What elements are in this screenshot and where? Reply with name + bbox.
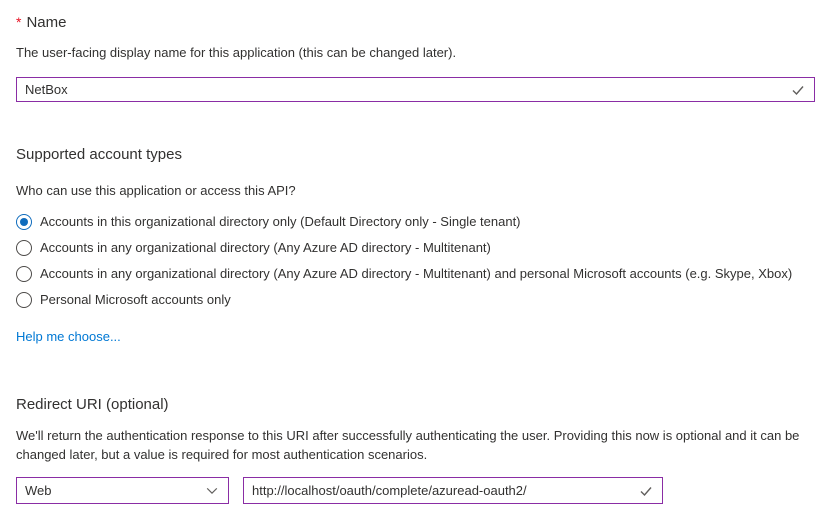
- account-types-heading: Supported account types: [16, 146, 182, 163]
- required-asterisk: *: [16, 14, 22, 30]
- radio-option-label: Accounts in any organizational directory (Any Azure AD directory - Multitenant): [40, 240, 491, 255]
- name-field-label: [16, 12, 815, 33]
- platform-dropdown-value: Web: [25, 483, 52, 498]
- redirect-uri-description: We'll return the authentication response to this URI after successfully authenticating the user. Providing this now is optional and it can be changed later, but a value is required for most authentication scenarios.: [16, 428, 800, 462]
- radio-option-single-tenant[interactable]: [16, 209, 815, 235]
- radio-button[interactable]: [16, 292, 32, 308]
- name-label-text: Name: [26, 14, 67, 31]
- radio-option-multitenant-personal[interactable]: [16, 261, 815, 287]
- name-field-description: The user-facing display name for this application (this can be changed later).: [16, 45, 457, 60]
- redirect-uri-heading: Redirect URI (optional): [16, 396, 169, 413]
- radio-option-personal-only[interactable]: [16, 287, 815, 313]
- help-me-choose-link[interactable]: Help me choose...: [16, 329, 121, 344]
- app-registration-form: [0, 12, 829, 504]
- name-input[interactable]: [17, 78, 790, 101]
- radio-button[interactable]: [16, 240, 32, 256]
- radio-button[interactable]: [16, 214, 32, 230]
- radio-button[interactable]: [16, 266, 32, 282]
- name-input-container: [16, 77, 815, 102]
- checkmark-icon: [638, 483, 654, 499]
- redirect-uri-input-container: [243, 477, 663, 504]
- radio-option-label: Accounts in this organizational directory only (Default Directory only - Single tenant): [40, 214, 521, 229]
- account-types-question: Who can use this application or access this API?: [16, 183, 296, 198]
- radio-option-multitenant[interactable]: [16, 235, 815, 261]
- chevron-down-icon: [204, 483, 220, 499]
- radio-option-label: Personal Microsoft accounts only: [40, 292, 231, 307]
- radio-option-label: Accounts in any organizational directory (Any Azure AD directory - Multitenant) and personal Microsoft accounts (e.g. Skype, Xbox): [40, 266, 793, 281]
- redirect-uri-row: [16, 477, 815, 504]
- account-types-radio-group: [16, 209, 815, 313]
- checkmark-icon: [790, 82, 806, 98]
- redirect-uri-input[interactable]: [244, 478, 638, 503]
- platform-dropdown[interactable]: [16, 477, 229, 504]
